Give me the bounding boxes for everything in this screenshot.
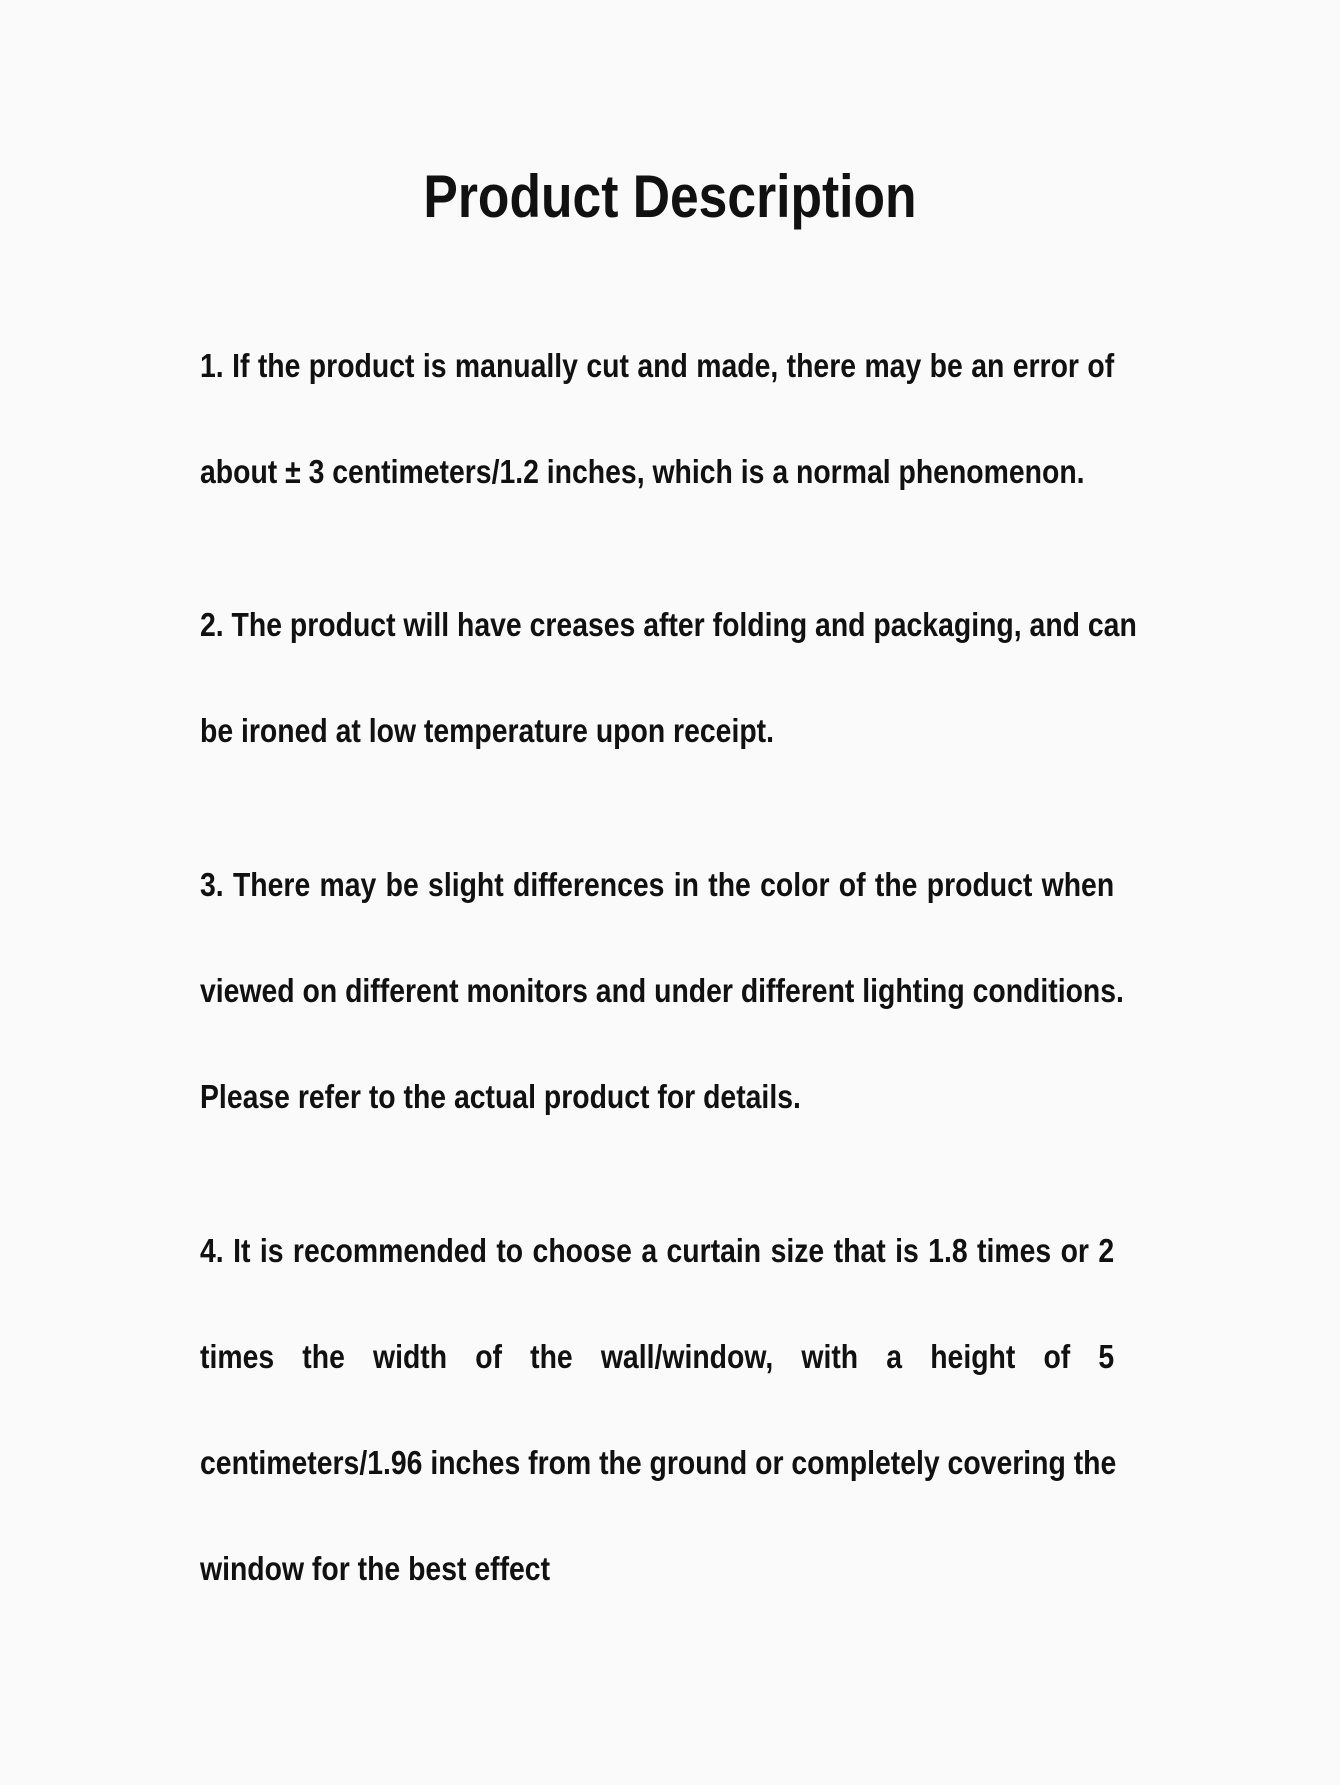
description-item-3 <box>200 832 1124 1150</box>
text-line: about ± 3 centimeters/1.2 inches, which is a normal phenomenon. <box>200 453 1085 490</box>
text-line: times the width of the wall/window, with a height of 5 <box>200 1338 1115 1375</box>
text-line: 1. If the product is manually cut and made, there may be an error of <box>200 347 1115 384</box>
text-line: viewed on different monitors and under different lighting conditions. <box>200 972 1124 1009</box>
description-item-4 <box>200 1198 1117 1622</box>
text-line: 4. It is recommended to choose a curtain size that is 1.8 times or 2 <box>200 1232 1115 1269</box>
description-item-2 <box>200 572 1137 784</box>
text-line: 2. The product will have creases after folding and packaging, and can <box>200 606 1137 643</box>
description-item-1 <box>200 313 1114 525</box>
page-title: Product Description <box>423 163 917 230</box>
text-line: centimeters/1.96 inches from the ground or completely covering the <box>200 1444 1117 1481</box>
text-line: 3. There may be slight differences in the color of the product when <box>200 866 1115 903</box>
text-line: be ironed at low temperature upon receipt. <box>200 712 775 749</box>
text-line: window for the best effect <box>200 1550 551 1587</box>
text-line: Please refer to the actual product for details. <box>200 1078 801 1115</box>
